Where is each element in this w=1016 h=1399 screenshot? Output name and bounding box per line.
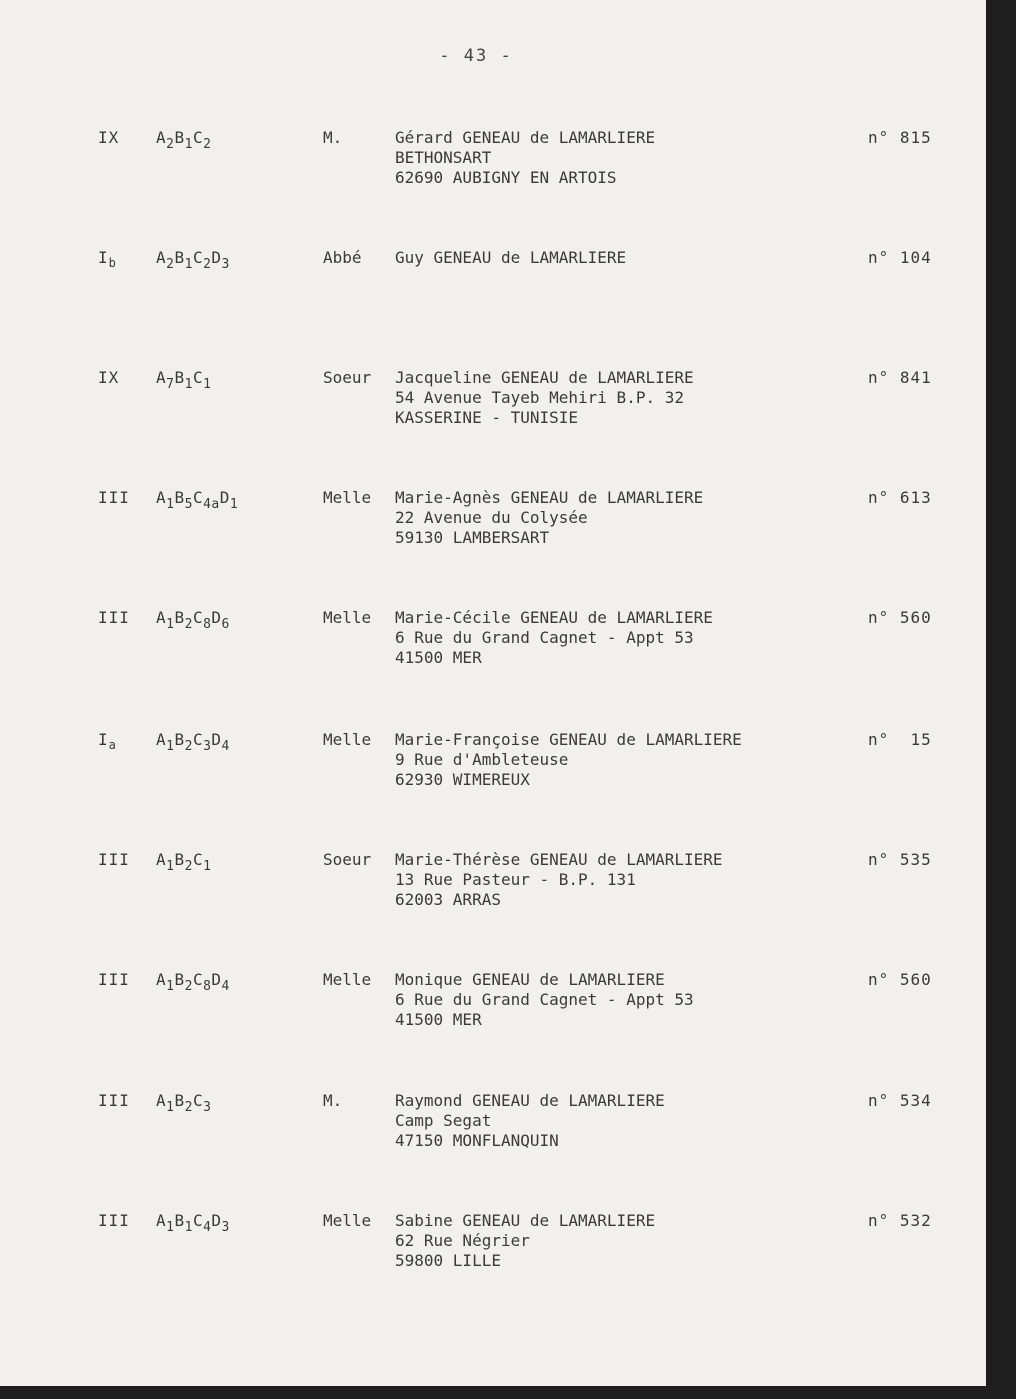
entry-number: n° 841 xyxy=(868,368,932,387)
lineage-code-letter: C xyxy=(192,608,204,627)
lineage-code-letter: C xyxy=(192,1211,204,1230)
generation-numeral-main: III xyxy=(98,1211,130,1230)
lineage-code-index: 3 xyxy=(203,739,212,754)
address-line: 62003 ARRAS xyxy=(395,890,501,909)
lineage-code-letter: B xyxy=(174,128,185,147)
name-and-address xyxy=(395,1211,655,1271)
address-line: Camp Segat xyxy=(395,1111,492,1130)
person-name: Jacqueline GENEAU de LAMARLIERE xyxy=(395,368,694,387)
lineage-code-letter: C xyxy=(192,368,204,387)
address-line: 13 Rue Pasteur - B.P. 131 xyxy=(395,870,636,889)
lineage-code-letter: A xyxy=(156,970,167,989)
lineage-code-index: 1 xyxy=(184,1220,193,1235)
entry-number: n° 815 xyxy=(868,128,932,147)
lineage-code xyxy=(156,1091,211,1118)
generation-numeral-main: IX xyxy=(98,128,120,147)
lineage-code-letter: C xyxy=(192,850,204,869)
honorific-title: M. xyxy=(323,128,343,147)
address-entry xyxy=(0,128,992,198)
generation-numeral xyxy=(98,730,117,755)
lineage-code-letter: D xyxy=(211,608,222,627)
name-and-address xyxy=(395,368,694,428)
lineage-code xyxy=(156,368,211,395)
lineage-code-index: 1 xyxy=(166,859,175,874)
lineage-code-letter: D xyxy=(211,248,222,267)
address-entry xyxy=(0,368,992,438)
address-line: KASSERINE - TUNISIE xyxy=(395,408,579,427)
address-entry xyxy=(0,970,992,1040)
honorific-title: Soeur xyxy=(323,368,372,387)
lineage-code-letter: D xyxy=(211,730,222,749)
address-entry xyxy=(0,608,992,678)
person-name: Sabine GENEAU de LAMARLIERE xyxy=(395,1211,656,1230)
address-entry xyxy=(0,730,992,800)
lineage-code-index: 1 xyxy=(166,617,175,632)
lineage-code-index: 1 xyxy=(203,859,212,874)
lineage-code-index: 8 xyxy=(203,979,212,994)
lineage-code-letter: D xyxy=(211,1211,222,1230)
generation-numeral-main: III xyxy=(98,1091,130,1110)
lineage-code-letter: B xyxy=(174,608,185,627)
honorific-title: Soeur xyxy=(323,850,372,869)
person-name: Marie-Cécile GENEAU de LAMARLIERE xyxy=(395,608,713,627)
honorific-title: Melle xyxy=(323,488,372,507)
name-and-address xyxy=(395,128,655,188)
person-name: Marie-Françoise GENEAU de LAMARLIERE xyxy=(395,730,742,749)
lineage-code-letter: B xyxy=(174,368,185,387)
lineage-code-index: 6 xyxy=(221,617,230,632)
lineage-code-letter: C xyxy=(192,730,204,749)
generation-numeral xyxy=(98,850,130,870)
lineage-code xyxy=(156,1211,230,1238)
lineage-code-index: 3 xyxy=(221,1220,230,1235)
lineage-code-index: 8 xyxy=(203,617,212,632)
lineage-code-letter: A xyxy=(156,128,167,147)
lineage-code-index: 2 xyxy=(166,257,175,272)
lineage-code-letter: D xyxy=(219,488,230,507)
honorific-title: Melle xyxy=(323,608,372,627)
address-entry xyxy=(0,850,992,920)
generation-numeral-main: IX xyxy=(98,368,120,387)
person-name: Raymond GENEAU de LAMARLIERE xyxy=(395,1091,665,1110)
address-line: 41500 MER xyxy=(395,1010,482,1029)
name-and-address xyxy=(395,730,742,790)
honorific-title: M. xyxy=(323,1091,343,1110)
lineage-code-index: 3 xyxy=(221,257,230,272)
address-line: 62930 WIMEREUX xyxy=(395,770,530,789)
lineage-code-letter: C xyxy=(192,488,204,507)
generation-numeral-subscript: b xyxy=(108,256,117,271)
address-entry xyxy=(0,248,992,318)
lineage-code-index: 1 xyxy=(166,979,175,994)
entry-number: n° 104 xyxy=(868,248,932,267)
lineage-code xyxy=(156,850,211,877)
lineage-code-index: 1 xyxy=(166,739,175,754)
lineage-code-index: 4 xyxy=(203,1220,212,1235)
honorific-title: Melle xyxy=(323,970,372,989)
person-name: Monique GENEAU de LAMARLIERE xyxy=(395,970,665,989)
entry-number: n° 535 xyxy=(868,850,932,869)
address-line: 9 Rue d'Ambleteuse xyxy=(395,750,569,769)
lineage-code-index: 1 xyxy=(166,497,175,512)
lineage-code xyxy=(156,730,230,757)
name-and-address xyxy=(395,970,694,1030)
lineage-code-letter: A xyxy=(156,368,167,387)
lineage-code-letter: C xyxy=(192,248,204,267)
generation-numeral-main: III xyxy=(98,608,130,627)
name-and-address xyxy=(395,1091,665,1151)
lineage-code-index: 1 xyxy=(166,1220,175,1235)
generation-numeral-main: III xyxy=(98,850,130,869)
address-line: 41500 MER xyxy=(395,648,482,667)
lineage-code-letter: A xyxy=(156,488,167,507)
generation-numeral-main: I xyxy=(98,730,109,749)
person-name: Marie-Agnès GENEAU de LAMARLIERE xyxy=(395,488,704,507)
lineage-code-letter: D xyxy=(211,970,222,989)
entry-number: n° 560 xyxy=(868,608,932,627)
lineage-code-letter: B xyxy=(174,248,185,267)
lineage-code-letter: B xyxy=(174,1211,185,1230)
lineage-code xyxy=(156,488,238,515)
lineage-code-index: 3 xyxy=(203,1100,212,1115)
scan-border-bottom xyxy=(0,1386,1016,1399)
lineage-code-letter: A xyxy=(156,730,167,749)
lineage-code-letter: A xyxy=(156,850,167,869)
entry-number: n° 560 xyxy=(868,970,932,989)
lineage-code xyxy=(156,608,230,635)
lineage-code-index: 4a xyxy=(203,497,220,512)
honorific-title: Melle xyxy=(323,1211,372,1230)
generation-numeral-subscript: a xyxy=(108,738,117,753)
lineage-code-letter: B xyxy=(174,488,185,507)
lineage-code-index: 1 xyxy=(184,377,193,392)
person-name: Gérard GENEAU de LAMARLIERE xyxy=(395,128,656,147)
lineage-code-index: 2 xyxy=(184,617,193,632)
generation-numeral xyxy=(98,128,119,148)
lineage-code-index: 1 xyxy=(166,1100,175,1115)
lineage-code-letter: B xyxy=(174,730,185,749)
lineage-code-index: 2 xyxy=(203,257,212,272)
generation-numeral-main: I xyxy=(98,248,109,267)
lineage-code-index: 2 xyxy=(184,859,193,874)
lineage-code-index: 2 xyxy=(203,137,212,152)
scan-border-right xyxy=(986,0,1016,1399)
lineage-code-letter: C xyxy=(192,128,204,147)
entry-number: n° 613 xyxy=(868,488,932,507)
lineage-code-index: 2 xyxy=(166,137,175,152)
address-line: BETHONSART xyxy=(395,148,492,167)
address-line: 6 Rue du Grand Cagnet - Appt 53 xyxy=(395,628,694,647)
person-name: Guy GENEAU de LAMARLIERE xyxy=(395,248,627,267)
lineage-code-letter: C xyxy=(192,1091,204,1110)
lineage-code-index: 1 xyxy=(184,137,193,152)
entry-number: n° 534 xyxy=(868,1091,932,1110)
generation-numeral xyxy=(98,248,117,273)
lineage-code-index: 2 xyxy=(184,979,193,994)
generation-numeral-main: III xyxy=(98,970,130,989)
generation-numeral-main: III xyxy=(98,488,130,507)
address-line: 54 Avenue Tayeb Mehiri B.P. 32 xyxy=(395,388,684,407)
name-and-address xyxy=(395,608,713,668)
lineage-code-index: 7 xyxy=(166,377,175,392)
lineage-code-letter: B xyxy=(174,970,185,989)
lineage-code-index: 2 xyxy=(184,1100,193,1115)
lineage-code-index: 1 xyxy=(203,377,212,392)
person-name: Marie-Thérèse GENEAU de LAMARLIERE xyxy=(395,850,723,869)
lineage-code-index: 2 xyxy=(184,739,193,754)
lineage-code xyxy=(156,248,230,275)
lineage-code-letter: B xyxy=(174,850,185,869)
lineage-code-letter: C xyxy=(192,970,204,989)
lineage-code-index: 1 xyxy=(229,497,239,512)
generation-numeral xyxy=(98,608,130,628)
generation-numeral xyxy=(98,1091,130,1111)
lineage-code-letter: B xyxy=(174,1091,185,1110)
address-line: 22 Avenue du Colysée xyxy=(395,508,588,527)
honorific-title: Abbé xyxy=(323,248,362,267)
entry-number: n° 15 xyxy=(868,730,932,749)
generation-numeral xyxy=(98,368,119,388)
address-line: 62690 AUBIGNY EN ARTOIS xyxy=(395,168,617,187)
generation-numeral xyxy=(98,488,130,508)
lineage-code-index: 4 xyxy=(221,739,230,754)
address-line: 47150 MONFLANQUIN xyxy=(395,1131,559,1150)
name-and-address xyxy=(395,248,626,268)
name-and-address xyxy=(395,850,723,910)
lineage-code-letter: A xyxy=(156,1211,167,1230)
lineage-code-letter: A xyxy=(156,608,167,627)
honorific-title: Melle xyxy=(323,730,372,749)
lineage-code xyxy=(156,970,230,997)
lineage-code-index: 1 xyxy=(184,257,193,272)
name-and-address xyxy=(395,488,703,548)
page-number: - 43 - xyxy=(439,46,513,66)
address-entry xyxy=(0,1211,992,1281)
lineage-code-letter: A xyxy=(156,248,167,267)
address-entry xyxy=(0,1091,992,1161)
address-entry xyxy=(0,488,992,558)
address-line: 6 Rue du Grand Cagnet - Appt 53 xyxy=(395,990,694,1009)
lineage-code xyxy=(156,128,211,155)
generation-numeral xyxy=(98,970,130,990)
address-line: 59130 LAMBERSART xyxy=(395,528,550,547)
entry-number: n° 532 xyxy=(868,1211,932,1230)
lineage-code-letter: A xyxy=(156,1091,167,1110)
lineage-code-index: 4 xyxy=(221,979,230,994)
address-line: 62 Rue Négrier xyxy=(395,1231,530,1250)
address-line: 59800 LILLE xyxy=(395,1251,501,1270)
lineage-code-index: 5 xyxy=(184,497,193,512)
generation-numeral xyxy=(98,1211,130,1231)
